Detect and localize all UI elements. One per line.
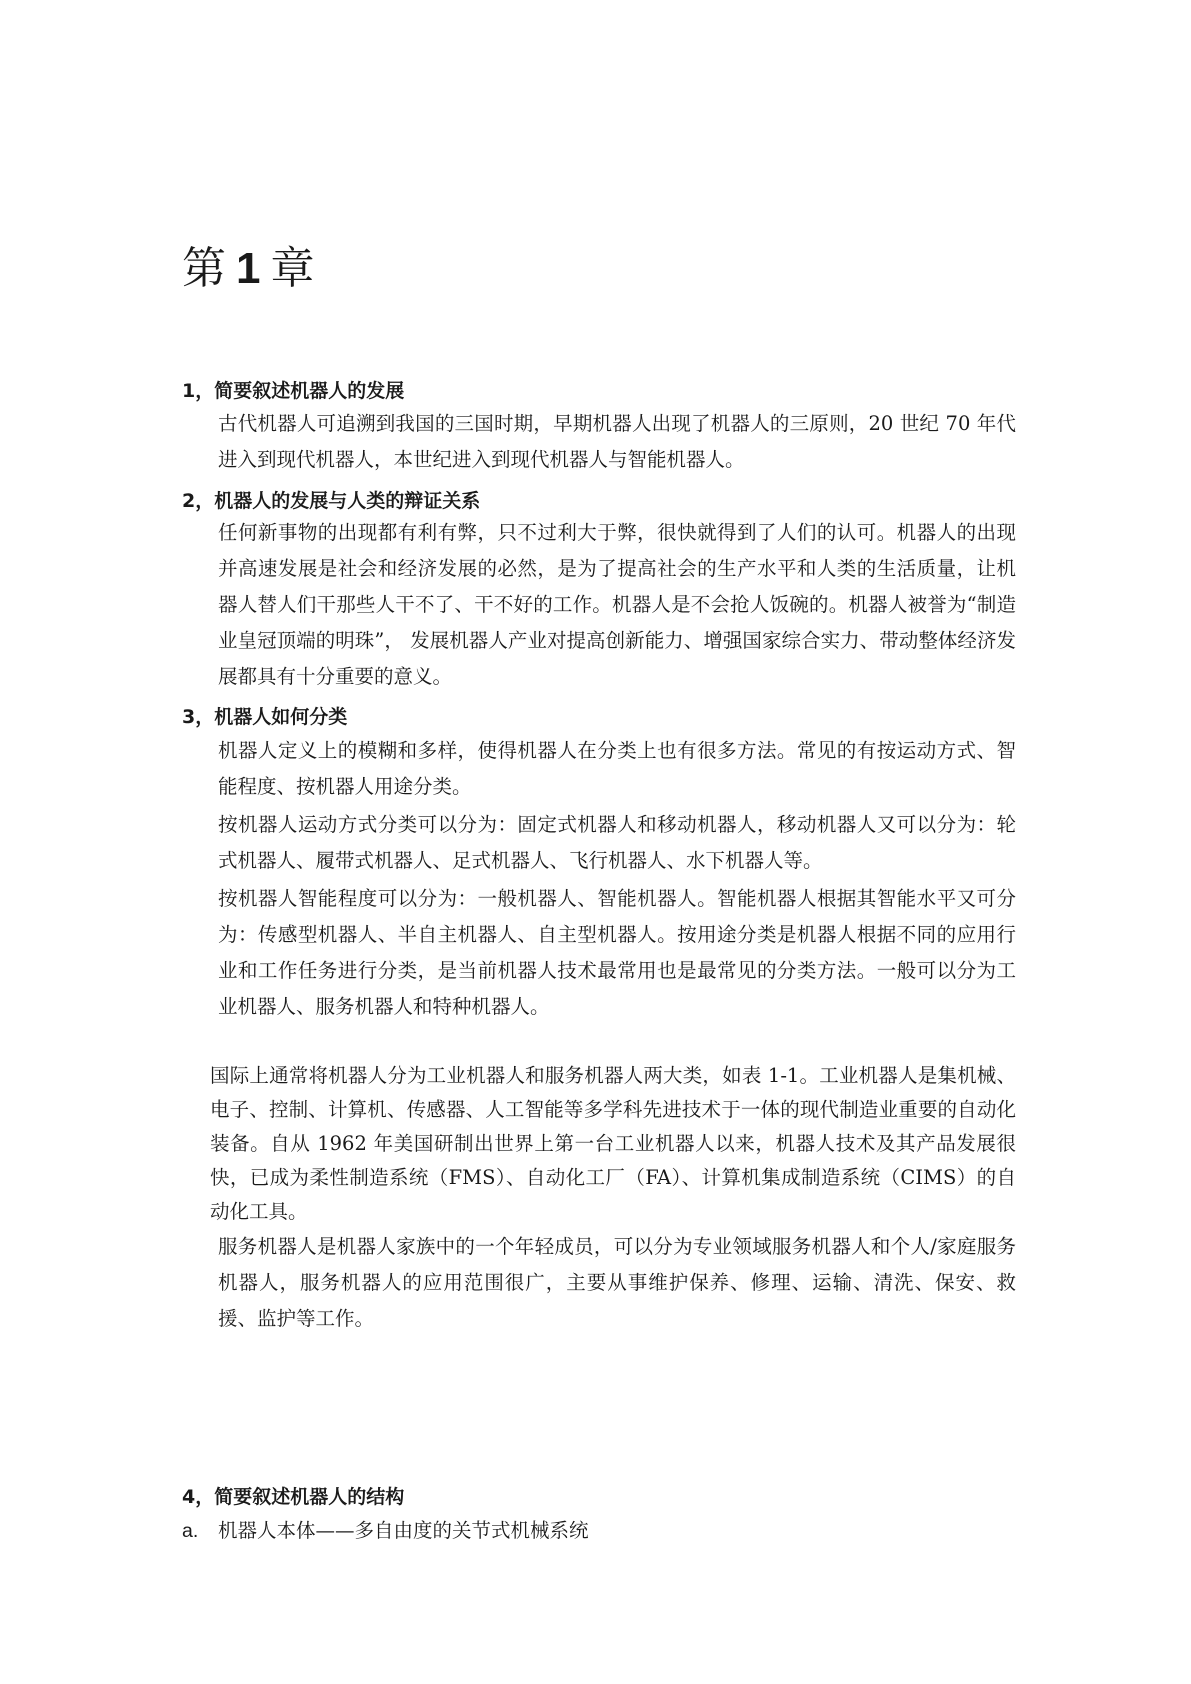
chapter-title <box>182 232 316 296</box>
section-heading-3: 3，机器人如何分类 <box>182 706 348 728</box>
structure-list-item <box>182 1515 589 1543</box>
section-heading-1: 1，简要叙述机器人的发展 <box>182 380 405 402</box>
section-3-paragraph-4: 国际上通常将机器人分为工业机器人和服务机器人两大类，如表 1-1。工业机器人是集机械、电子、控制、计算机、传感器、人工智能等多学科先进技术于一体的现代制造业重要的自动化装备。自从 1962 年美国研制出世界上第一台工业机器人以来，机器人技术及其产品发展很快，已成为柔性制造系统（FMS）、自动化工厂（FA）、计算机集成制造系统（CIMS）的自动化工具。 <box>210 1064 1016 1223</box>
section-1-paragraph-1: 古代机器人可追溯到我国的三国时期，早期机器人出现了机器人的三原则，20 世纪 70 年代进入到现代机器人，本世纪进入到现代机器人与智能机器人。 <box>218 412 1016 471</box>
section-3-paragraph-2: 按机器人运动方式分类可以分为：固定式机器人和移动机器人，移动机器人又可以分为：轮式机器人、履带式机器人、足式机器人、飞行机器人、水下机器人等。 <box>218 813 1016 872</box>
section-heading-4: 4，简要叙述机器人的结构 <box>182 1486 405 1508</box>
chapter-prefix: 第 <box>182 243 228 294</box>
section-heading-2: 2，机器人的发展与人类的辩证关系 <box>182 490 481 512</box>
chapter-suffix: 章 <box>270 243 317 294</box>
list-marker: a. <box>182 1520 199 1542</box>
chapter-number: 1 <box>236 244 263 293</box>
list-item-text: 机器人本体——多自由度的关节式机械系统 <box>218 1519 589 1542</box>
section-3-paragraph-3: 按机器人智能程度可以分为：一般机器人、智能机器人。智能机器人根据其智能水平又可分为：传感型机器人、半自主机器人、自主型机器人。按用途分类是机器人根据不同的应用行业和工作任务进行分类，是当前机器人技术最常用也是最常见的分类方法。一般可以分为工业机器人、服务机器人和特种机器人。 <box>218 887 1016 1018</box>
section-3-paragraph-5: 服务机器人是机器人家族中的一个年轻成员，可以分为专业领域服务机器人和个人/家庭服务机器人，服务机器人的应用范围很广，主要从事维护保养、修理、运输、清洗、保安、救援、监护等工作。 <box>218 1235 1016 1330</box>
section-2-paragraph-1: 任何新事物的出现都有利有弊，只不过利大于弊，很快就得到了人们的认可。机器人的出现并高速发展是社会和经济发展的必然，是为了提高社会的生产水平和人类的生活质量，让机器人替人们干那些人干不了、干不好的工作。机器人是不会抢人饭碗的。机器人被誉为“制造业皇冠顶端的明珠”， 发展机器人产业对提高创新能力、增强国家综合实力、带动整体经济发展都具有十分重要的意义。 <box>218 521 1016 688</box>
section-3-paragraph-1: 机器人定义上的模糊和多样，使得机器人在分类上也有很多方法。常见的有按运动方式、智能程度、按机器人用途分类。 <box>218 739 1016 798</box>
